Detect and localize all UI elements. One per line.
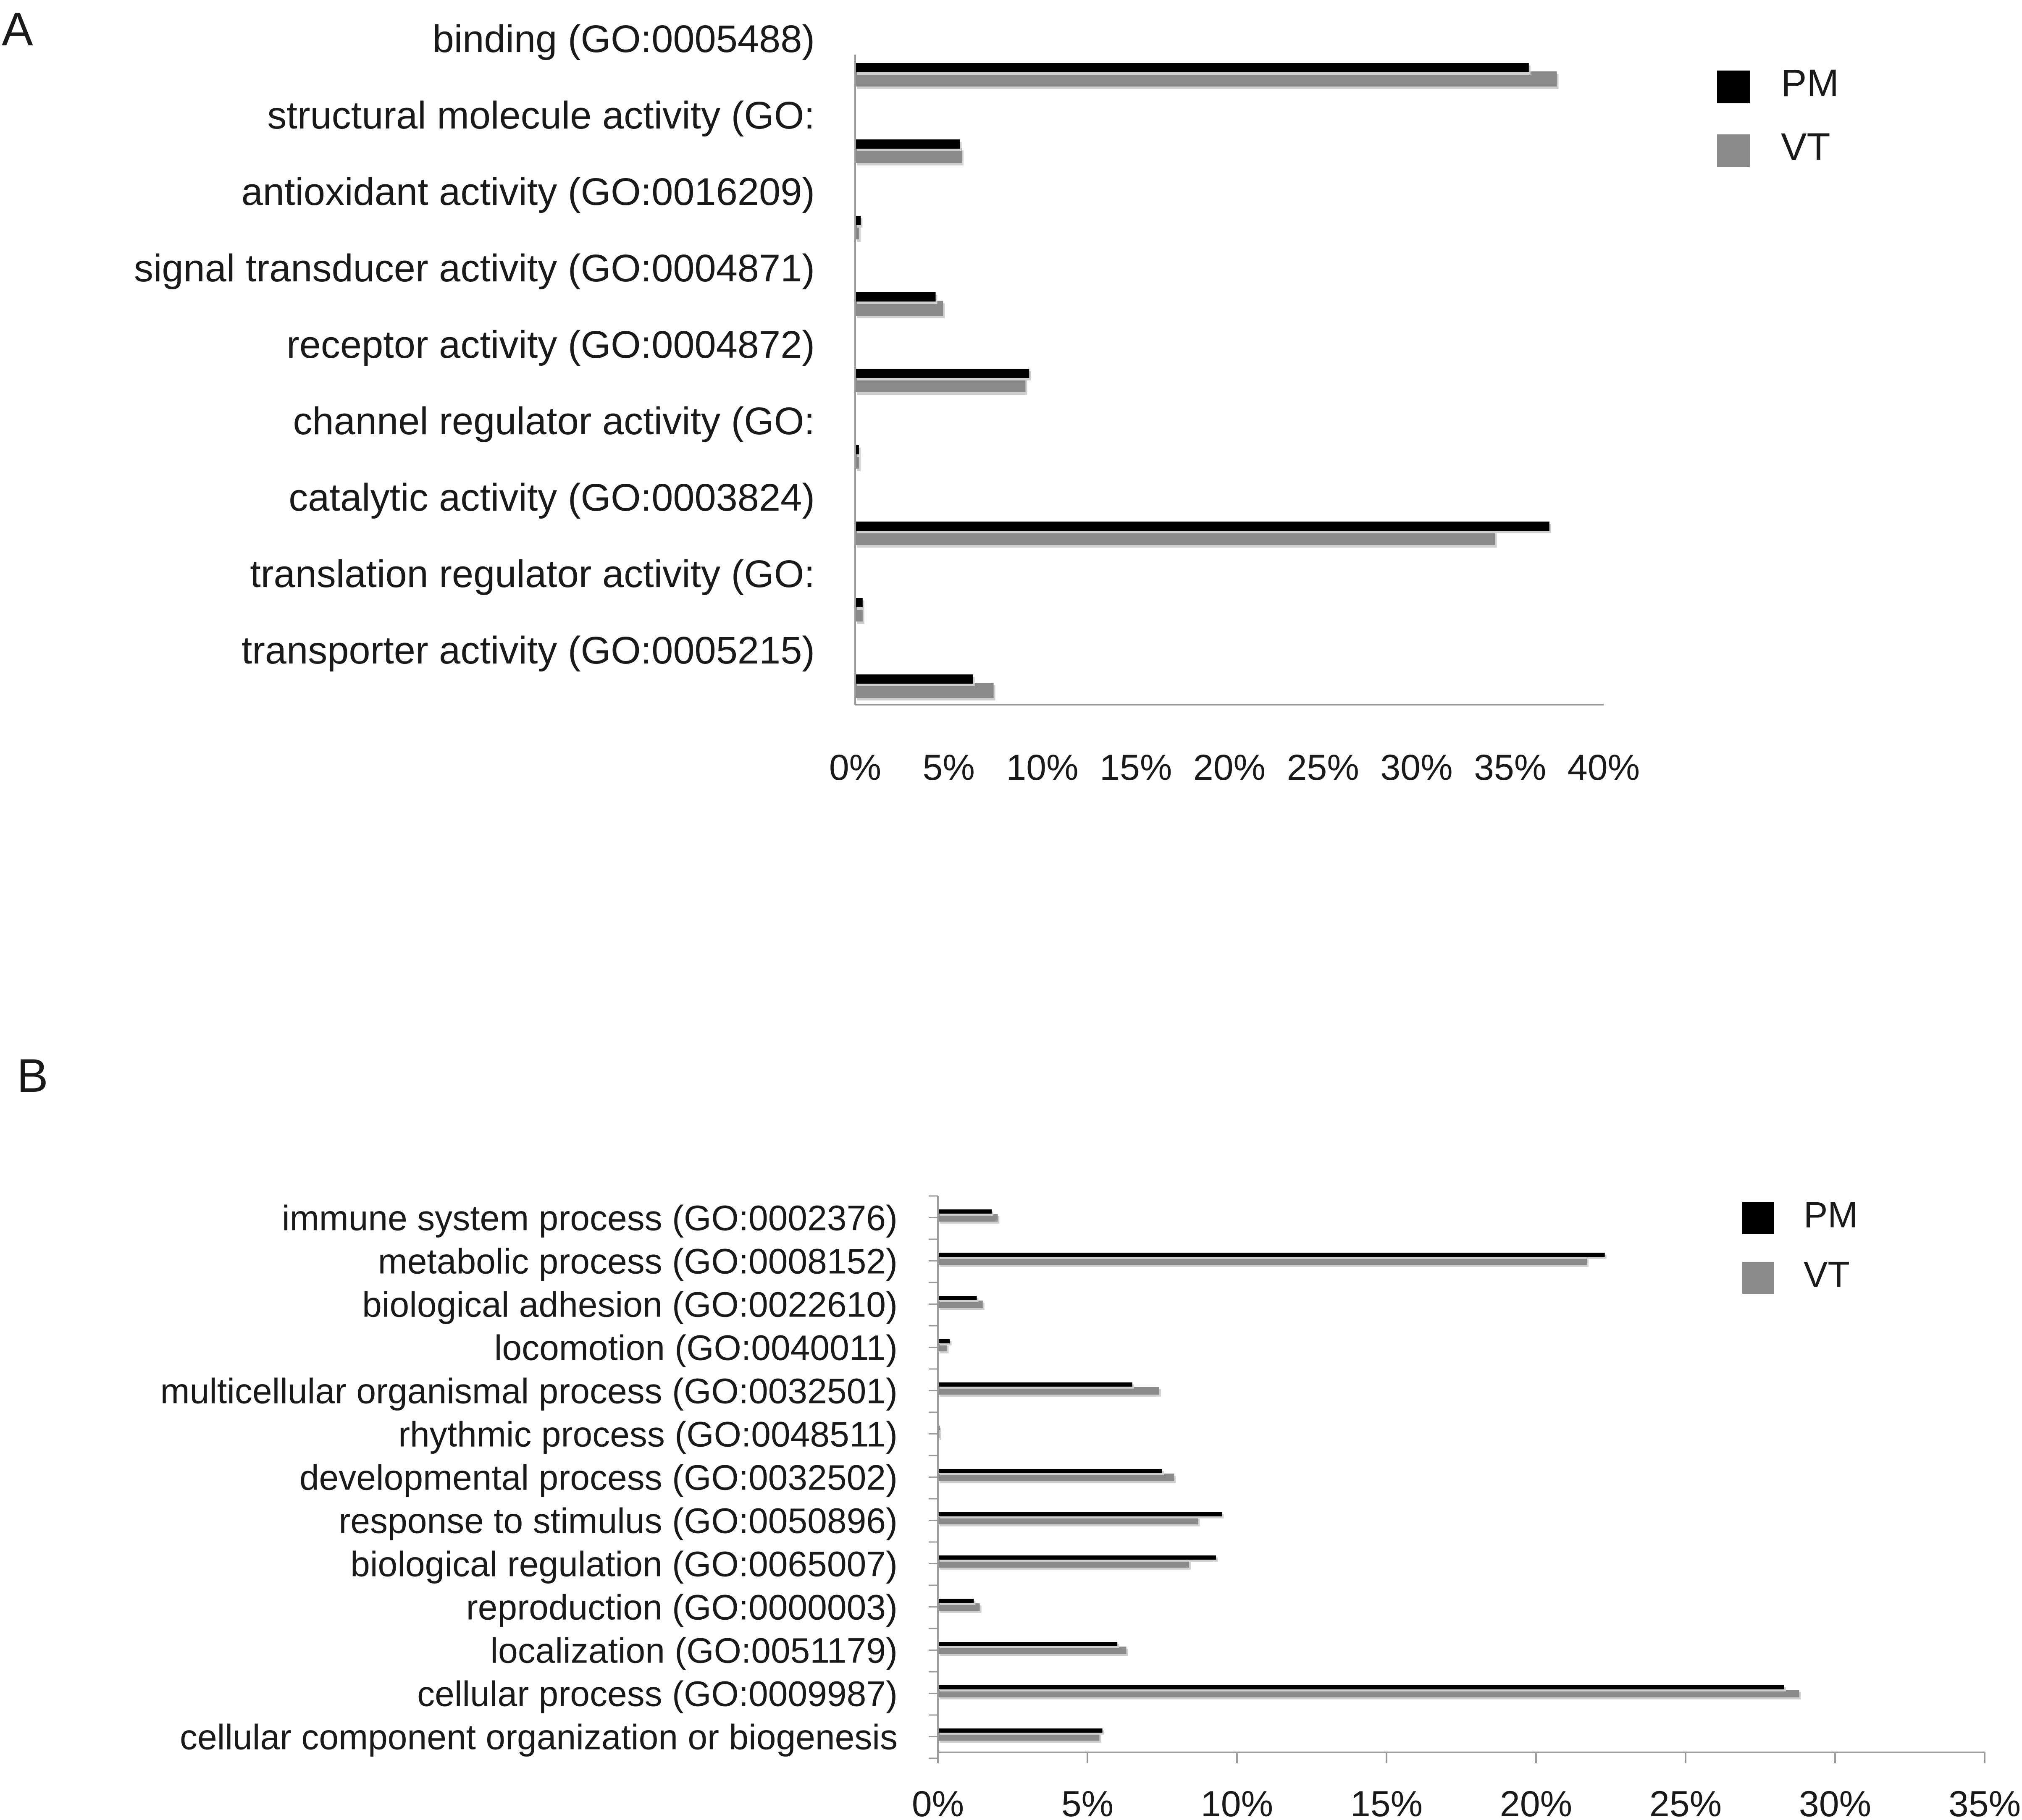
chart-b-bar-pm-2: [938, 1296, 977, 1300]
chart-b-bar-pm-10: [938, 1642, 1117, 1646]
chart-a-x-tick-label-8: 40%: [1567, 747, 1640, 788]
chart-b-x-tick-label-5: 25%: [1649, 1784, 1722, 1820]
chart-a-category-label-7: translation regulator activity (GO:: [250, 553, 815, 595]
chart-a-x-tick-label-2: 10%: [1006, 747, 1079, 788]
chart-b-category-label-10: localization (GO:0051179): [490, 1631, 898, 1671]
chart-b-category-label-8: biological regulation (GO:0065007): [350, 1544, 898, 1584]
chart-a-x-tick-label-4: 20%: [1193, 747, 1266, 788]
chart-a-legend-swatch-pm: [1717, 71, 1750, 103]
chart-a-category-label-4: receptor activity (GO:0004872): [286, 323, 815, 366]
chart-b-category-label-9: reproduction (GO:0000003): [466, 1587, 898, 1627]
panel-a-letter: A: [2, 3, 33, 55]
chart-a-x-tick-label-0: 0%: [829, 747, 882, 788]
chart-b-bar-pm-3: [938, 1339, 950, 1343]
chart-b-x-tick-label-4: 20%: [1499, 1784, 1573, 1820]
chart-b-x-tick-label-2: 10%: [1200, 1784, 1274, 1820]
chart-b-bar-pm-1: [938, 1253, 1605, 1257]
chart-a-category-label-2: antioxidant activity (GO:0016209): [241, 170, 815, 213]
chart-a-x-tick-label-5: 25%: [1287, 747, 1359, 788]
chart-a-category-label-3: signal transducer activity (GO:0004871): [134, 247, 815, 290]
chart-b-category-label-6: developmental process (GO:0032502): [299, 1458, 898, 1497]
chart-a-category-label-0: binding (GO:0005488): [432, 18, 815, 60]
chart-b-bar-pm-4: [938, 1382, 1132, 1387]
chart-b-bar-shadow: [940, 1428, 941, 1432]
chart-a-bar-pm-6: [855, 522, 1549, 531]
chart-a-bar-pm-4: [855, 369, 1029, 378]
chart-b-x-tick-label-7: 35%: [1948, 1784, 2021, 1820]
chart-b-category-label-4: multicellular organismal process (GO:0032501): [160, 1371, 898, 1411]
chart-b-bar-pm-8: [938, 1555, 1216, 1560]
chart-b-legend-swatch-vt: [1742, 1262, 1774, 1294]
chart-a-legend-swatch-vt: [1717, 134, 1750, 167]
chart-a-category-label-6: catalytic activity (GO:0003824): [289, 476, 815, 519]
chart-a-legend-label-pm: PM: [1781, 61, 1839, 105]
chart-b-category-label-7: response to stimulus (GO:0050896): [339, 1501, 898, 1541]
panel-b-letter: B: [17, 1049, 48, 1102]
chart-a-bar-pm-8: [855, 674, 973, 684]
chart-a-category-label-5: channel regulator activity (GO:: [293, 400, 815, 443]
chart-b-bar-pm-0: [938, 1209, 992, 1214]
chart-b-bar-pm-9: [938, 1599, 974, 1603]
chart-b-category-label-5: rhythmic process (GO:0048511): [398, 1414, 898, 1454]
chart-b-go-biological-process: [160, 1195, 2021, 1820]
chart-b-legend-label-pm: PM: [1804, 1195, 1858, 1235]
chart-b-legend-swatch-pm: [1742, 1202, 1774, 1234]
chart-a-bar-pm-1: [855, 139, 960, 149]
chart-b-bar-pm-12: [938, 1728, 1103, 1733]
chart-a-go-molecular-function: [134, 18, 1839, 788]
chart-a-category-label-1: structural molecule activity (GO:: [267, 94, 815, 137]
chart-a-x-tick-label-7: 35%: [1474, 747, 1547, 788]
chart-b-category-label-3: locomotion (GO:0040011): [494, 1328, 898, 1368]
chart-b-bar-pm-11: [938, 1685, 1784, 1689]
chart-a-bar-pm-3: [855, 292, 936, 302]
chart-b-category-label-2: biological adhesion (GO:0022610): [362, 1285, 898, 1324]
chart-b-category-label-11: cellular process (GO:0009987): [417, 1674, 898, 1714]
chart-a-bar-pm-7: [855, 598, 863, 607]
chart-a-bar-pm-2: [855, 216, 861, 225]
chart-b-legend-label-vt: VT: [1804, 1254, 1850, 1295]
chart-b-category-label-0: immune system process (GO:0002376): [282, 1198, 898, 1238]
chart-b-x-tick-label-1: 5%: [1061, 1784, 1114, 1820]
chart-b-bar-pm-7: [938, 1512, 1222, 1516]
chart-b-bar-shadow: [940, 1432, 941, 1440]
chart-b-x-tick-label-3: 15%: [1350, 1784, 1423, 1820]
chart-a-x-tick-label-6: 30%: [1380, 747, 1453, 788]
chart-b-category-label-12: cellular component organization or biogenesis: [179, 1717, 898, 1757]
chart-a-bar-pm-0: [855, 63, 1529, 72]
chart-a-category-label-8: transporter activity (GO:0005215): [241, 629, 815, 672]
chart-b-category-label-1: metabolic process (GO:0008152): [378, 1241, 898, 1281]
chart-a-x-tick-label-3: 15%: [1100, 747, 1172, 788]
chart-b-x-tick-label-6: 30%: [1799, 1784, 1872, 1820]
chart-b-x-tick-label-0: 0%: [911, 1784, 964, 1820]
chart-b-bar-pm-6: [938, 1469, 1162, 1473]
chart-a-legend-label-vt: VT: [1781, 125, 1830, 168]
chart-a-x-tick-label-1: 5%: [922, 747, 975, 788]
